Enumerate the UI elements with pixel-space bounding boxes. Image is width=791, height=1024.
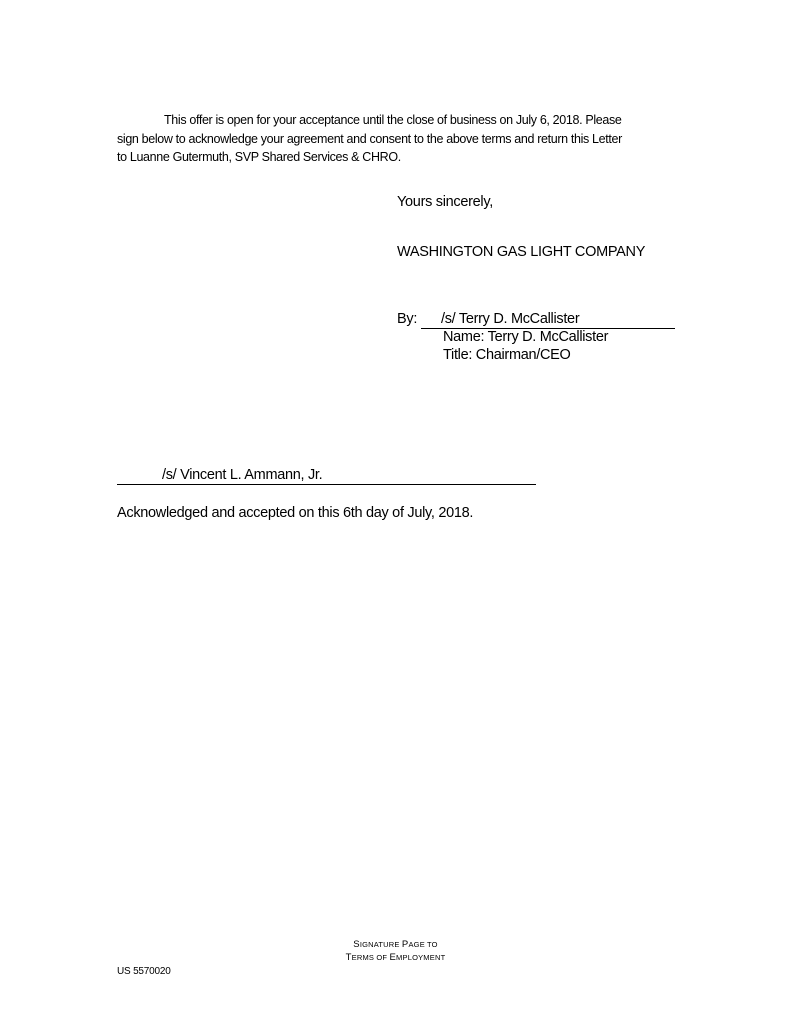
acceptance-signature-line [117,467,536,485]
by-label: By: [397,311,418,327]
company-signature-block [397,311,677,331]
paragraph-line-2: sign below to acknowledge your agreement and consent to the above terms and return this Letter [117,131,622,146]
footer-1-small-a: IGNATURE [359,940,402,949]
company-signature-line [421,311,675,329]
document-number: US 5570020 [117,966,171,977]
signer-title: Title: Chairman/CEO [443,347,571,363]
acknowledgement-text: Acknowledged and accepted on this 6th day of July, 2018. [117,505,474,521]
company-name: WASHINGTON GAS LIGHT COMPANY [397,244,646,260]
footer-2-small-a: ERMS OF [351,953,390,962]
footer-2-cap-b: E [389,952,397,963]
footer-2-cap-a: T [345,952,352,963]
footer-line-2 [0,952,791,964]
paragraph-line-1: This offer is open for your acceptance until the close of business on July 6, 2018. Please [164,113,622,127]
signer-name: Name: Terry D. McCallister [443,329,609,345]
company-signature: /s/ Terry D. McCallister [441,311,580,327]
footer-1-small-b: AGE TO [408,940,438,949]
closing-salutation: Yours sincerely, [397,194,493,210]
acceptance-signature: /s/ Vincent L. Ammann, Jr. [162,467,323,483]
footer-line-1 [0,939,791,951]
footer-2-small-b: MPLOYMENT [396,953,446,962]
footer-1-cap-b: P [401,939,409,950]
paragraph-line-3: to Luanne Gutermuth, SVP Shared Services & CHRO. [117,150,401,164]
footer-1-cap-a: S [353,939,360,950]
offer-paragraph [117,111,679,167]
